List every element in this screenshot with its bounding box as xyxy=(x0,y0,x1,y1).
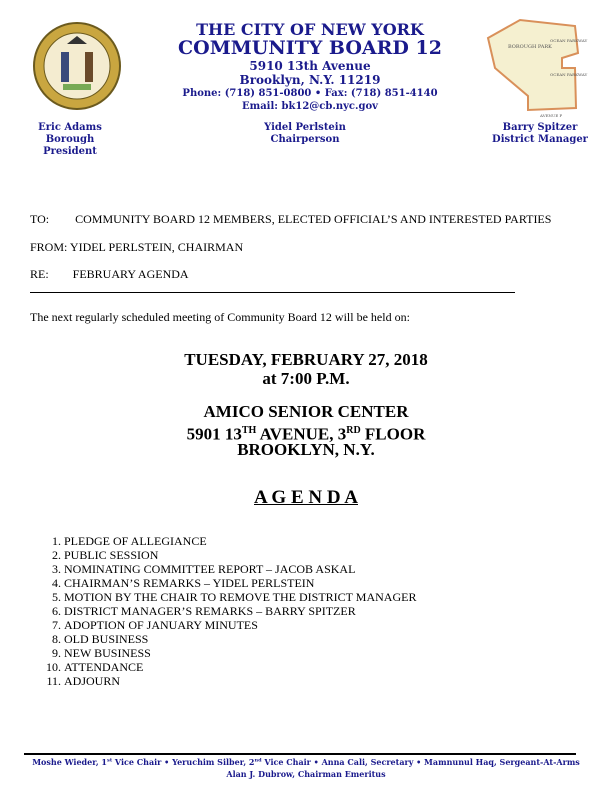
official-name: Eric Adams xyxy=(38,122,102,133)
footer-sup: st xyxy=(107,757,113,764)
header-board: COMMUNITY BOARD 12 xyxy=(178,37,442,59)
addr-part: AVENUE, 3 xyxy=(256,424,347,444)
agenda-item: 10. ATTENDANCE xyxy=(64,660,416,674)
addr-sup: RD xyxy=(346,425,361,436)
agenda-item: 9. NEW BUSINESS xyxy=(64,646,416,660)
phone-fax: Phone: (718) 851-0800 • Fax: (718) 851-4140 xyxy=(182,88,438,99)
district-map xyxy=(480,18,600,118)
agenda-item: 5. MOTION BY THE CHAIR TO REMOVE THE DISTRICT MANAGER xyxy=(64,590,416,604)
official-name: Barry Spitzer xyxy=(502,122,578,133)
divider xyxy=(30,292,515,293)
city-line: Brooklyn, N.Y. 11219 xyxy=(239,73,381,87)
to-value: COMMUNITY BOARD 12 MEMBERS, ELECTED OFFICIAL’S AND INTERESTED PARTIES xyxy=(75,212,552,226)
footer-officers xyxy=(0,757,612,767)
agenda-item: 11. ADJOURN xyxy=(64,674,416,688)
agenda-item: 7. ADOPTION OF JANUARY MINUTES xyxy=(64,618,416,632)
official-chairperson xyxy=(230,122,380,146)
footer-part: Moshe Wieder, 1 xyxy=(32,757,107,767)
official-title: District Manager xyxy=(492,134,588,145)
agenda-item: 2. PUBLIC SESSION xyxy=(64,548,416,562)
agenda-item: 1. PLEDGE OF ALLEGIANCE xyxy=(64,534,416,548)
addr-part: FLOOR xyxy=(360,424,426,444)
memo-re xyxy=(30,267,189,282)
official-title: Borough President xyxy=(43,134,97,157)
official-borough-president xyxy=(20,122,120,158)
footer-emeritus: Alan J. Dubrow, Chairman Emeritus xyxy=(226,769,386,779)
agenda-list xyxy=(30,534,416,688)
map-label: BOROUGH PARK xyxy=(508,44,552,50)
meeting-city: BROOKLYN, N.Y. xyxy=(237,440,375,459)
agenda-item: 4. CHAIRMAN’S REMARKS – YIDEL PERLSTEIN xyxy=(64,576,416,590)
footer-rule xyxy=(24,753,576,755)
meeting-date: TUESDAY, FEBRUARY 27, 2018 xyxy=(184,350,428,369)
borough-seal-logo xyxy=(33,22,121,110)
header-contact xyxy=(150,87,470,113)
addr-sup: TH xyxy=(241,425,257,436)
official-title: Chairperson xyxy=(270,134,340,145)
agenda-title: A G E N D A xyxy=(254,487,358,508)
footer-sup: nd xyxy=(254,757,262,764)
memo-from: FROM: YIDEL PERLSTEIN, CHAIRMAN xyxy=(30,240,244,254)
email-label: Email: xyxy=(242,101,282,112)
agenda-item: 6. DISTRICT MANAGER’S REMARKS – BARRY SPITZER xyxy=(64,604,416,618)
header-city: THE CITY OF NEW YORK xyxy=(196,20,424,39)
map-label: AVENUE P xyxy=(540,113,563,118)
meeting-time: at 7:00 P.M. xyxy=(262,369,350,388)
agenda-item: 8. OLD BUSINESS xyxy=(64,632,416,646)
header-address xyxy=(150,59,470,87)
to-label: TO: xyxy=(30,212,50,226)
address-line: 5910 13th Avenue xyxy=(249,59,371,73)
map-label: OCEAN PARKWAY xyxy=(550,72,588,77)
footer-part: Vice Chair • Anna Cali, Secretary • Mamnunul Haq, Sergeant-At-Arms xyxy=(261,757,580,767)
map-label: OCEAN PARKWAY xyxy=(550,38,588,43)
re-value: FEBRUARY AGENDA xyxy=(72,267,189,281)
official-district-manager xyxy=(490,122,590,146)
addr-part: 5901 13 xyxy=(186,424,242,444)
footer-part: Vice Chair • Yeruchim Silber, 2 xyxy=(112,757,255,767)
email-link[interactable]: bk12@cb.nyc.gov xyxy=(281,101,378,112)
meeting-venue: AMICO SENIOR CENTER xyxy=(203,402,409,421)
re-label: RE: xyxy=(30,267,49,281)
official-name: Yidel Perlstein xyxy=(264,122,346,133)
agenda-item: 3. NOMINATING COMMITTEE REPORT – JACOB ASKAL xyxy=(64,562,416,576)
memo-to xyxy=(30,212,551,227)
intro-text: The next regularly scheduled meeting of Community Board 12 will be held on: xyxy=(30,310,410,324)
